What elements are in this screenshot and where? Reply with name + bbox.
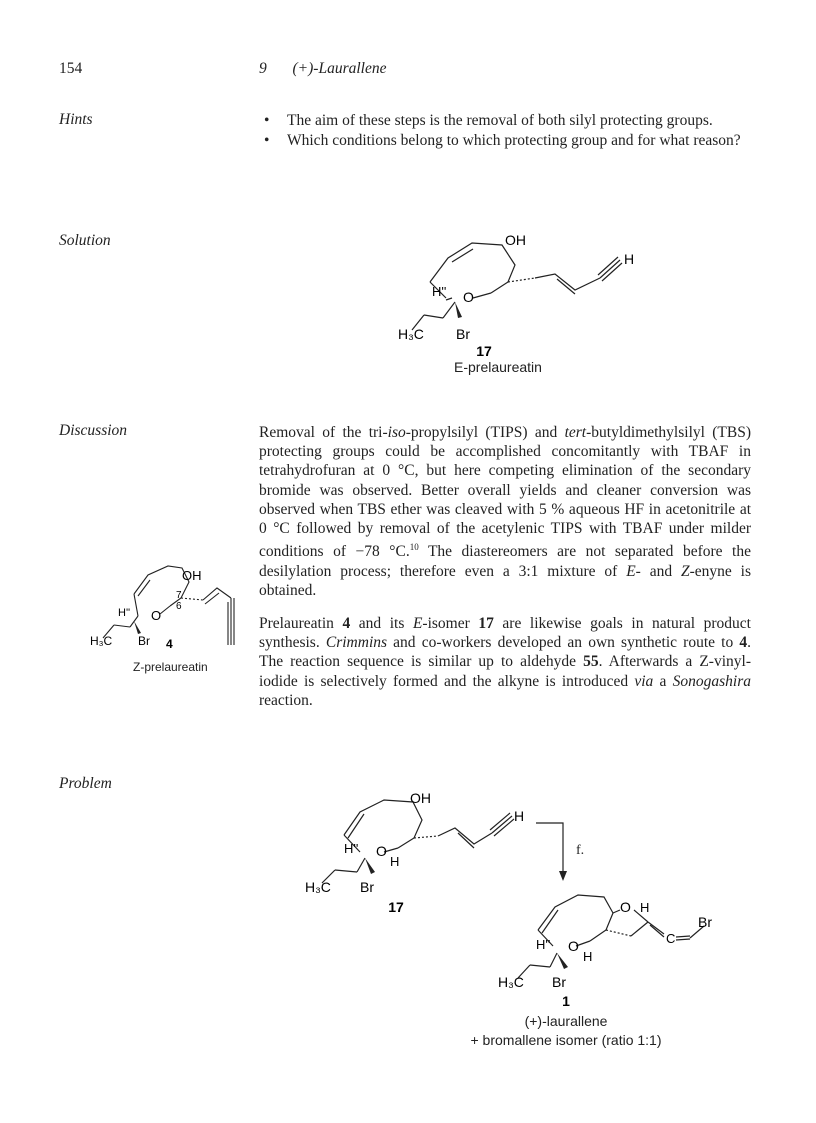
ch3-label-p17: H₃C — [305, 879, 331, 895]
ch3-label: H₃C — [398, 326, 424, 342]
alkyne-h-label-p17: H — [514, 808, 525, 824]
section-label-problem: Problem — [59, 775, 112, 792]
section-label-solution: Solution — [59, 232, 111, 249]
discussion-paragraph-2: Prelaureatin 4 and its E-isomer 17 are likewise goals in natural product synthesis. Crimmins and co-workers developed an own synthetic route to 4. The reaction sequence is similar up to aldehyde 55. Afterwards a Z-vinyl-iodide is selectively formed and the alkyne is introduced via a Sonogashira reaction. — [259, 615, 752, 709]
allene-c-label: C — [666, 931, 676, 946]
ring-h-label-4: H'' — [118, 607, 131, 619]
oxygen-label: O — [463, 289, 474, 305]
ch3-label-4: H₃C — [90, 634, 113, 648]
compound-number: 17 — [476, 343, 492, 359]
chapter-number: 9 — [259, 60, 267, 77]
hint-item: • The aim of these steps is the removal of both silyl protecting groups. — [264, 112, 713, 129]
oxygen-label-p17: O — [376, 843, 387, 859]
compound-name-17: E-prelaureatin — [454, 359, 542, 375]
h-below-label-1: H — [583, 949, 593, 964]
reaction-arrow — [530, 815, 570, 885]
ring-h-label-1: H'' — [536, 937, 551, 952]
ring-h-label: H'' — [432, 284, 447, 299]
oh-label: OH — [505, 232, 526, 248]
discussion-paragraph-1: Removal of the tri-iso-propylsilyl (TIPS) and tert-butyldimethylsilyl (TBS) protecting groups could be accomplished concomitantly with TBAF in tetrahydrofuran at 0 °C, but here competing elimination of the secondary bromide was observed. Better overall yields and cleaner conversion was observed when TBS ether was cleaved with 5 % aqueous HF in acetonitrile at 0 °C followed by removal of the acetylenic TIPS with TBAF under milder conditions of −78 °C.$^{10}$ The diastereomers are not separated before the desilylation process; therefore even a 3:1 mixture of E- and Z-enyne is obtained. — [259, 424, 751, 599]
structure-1 — [490, 885, 730, 1015]
oh-label-4: OH — [182, 568, 202, 583]
oxygen-label-1-top: O — [620, 899, 631, 915]
reaction-step-label: f. — [576, 843, 585, 858]
oxygen-label-4: O — [151, 608, 162, 623]
page-number: 154 — [59, 60, 83, 77]
compound-number-1: 1 — [562, 993, 570, 1009]
oh-label-p17: OH — [410, 790, 431, 806]
section-label-hints: Hints — [59, 111, 93, 128]
ch3-label-1: H₃C — [498, 974, 524, 990]
h-top-label-1: H — [640, 900, 650, 915]
ring-h-label-p17: H'' — [344, 841, 359, 856]
compound-note-1: + bromallene isomer (ratio 1:1) — [470, 1032, 662, 1048]
compound-number-p17: 17 — [388, 899, 404, 915]
br-label-1: Br — [552, 974, 566, 990]
alkyne-h-label: H — [624, 251, 635, 267]
hints-list — [262, 111, 752, 151]
br-label-p17: Br — [360, 879, 374, 895]
br-label: Br — [456, 326, 470, 342]
compound-name-1: (+)-laurallene — [524, 1013, 608, 1029]
double-bond-inner — [452, 249, 473, 262]
compound-number-4: 4 — [166, 637, 173, 651]
h-below-label-p17: H — [390, 854, 400, 869]
br-label-4: Br — [138, 634, 150, 648]
compound-name-4: Z-prelaureatin — [133, 660, 208, 674]
wedge-bond — [455, 302, 462, 318]
position-6-label: 6 — [176, 601, 182, 612]
allene-br-label: Br — [698, 914, 712, 930]
position-7-label: 7 — [176, 590, 182, 601]
chapter-title: (+)-Laurallene — [292, 60, 387, 77]
section-label-discussion: Discussion — [59, 422, 128, 439]
chapter-heading — [259, 60, 386, 78]
hint-item: • Which conditions belong to which protecting group and for what reason? — [264, 132, 741, 149]
oxygen-label-1: O — [568, 938, 579, 954]
